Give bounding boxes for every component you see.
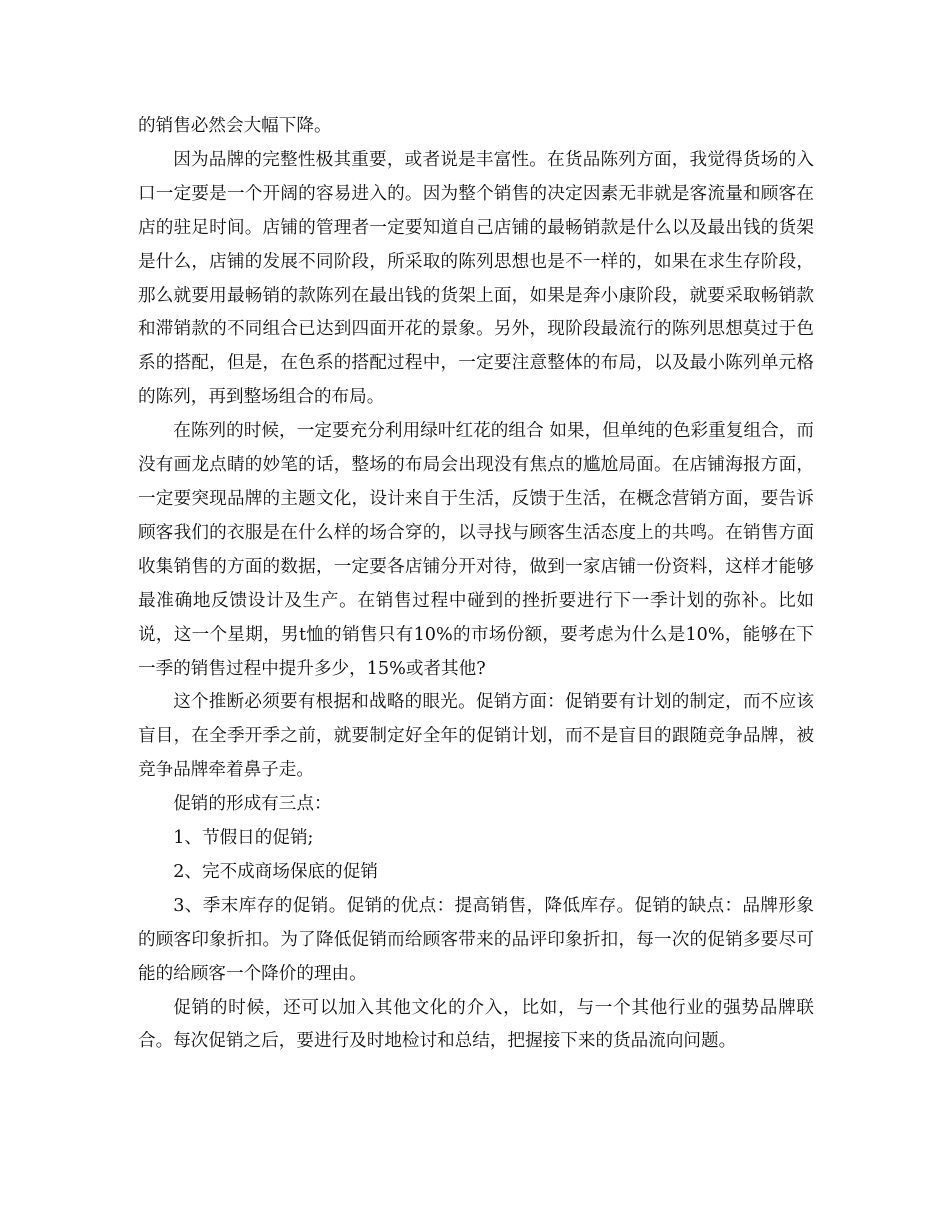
list-item-holiday-promotion: 1、节假日的促销; — [173, 828, 314, 849]
paragraph-promotion-planning: 这个推断必须要有根据和战略的眼光。促销方面：促销要有计划的制定，而不应该盲目，在全季开季之前，就要制定好全年的促销计划，而不是盲目的跟随竞争品牌，被竞争品牌牵着鼻子走。 — [138, 692, 814, 781]
paragraph-continuation: 的销售必然会大幅下降。 — [138, 116, 332, 136]
paragraph-display-and-sales-data: 在陈列的时候，一定要充分利用绿叶红花的组合 如果，但单纯的色彩重复组合，而没有画龙点睛的妙笔的话，整场的布局会出现没有焦点的尴尬局面。在店铺海报方面，一定要突现品牌的主题文化，设计来自于生活，反馈于生活，在概念营销方面，要告诉顾客我们的衣服是在什么样的场合穿的，以寻找与顾客生活态度上的共鸣。在销售方面收集销售的方面的数据，一定要各店铺分开对待，做到一家店铺一份资料，这样才能够最准确地反馈设计及生产。在销售过程中碰到的挫折要进行下一季计划的弥补。比如说，这一个星期，男t恤的销售只有10%的市场份额，要考虑为什么是10%，能够在下一季的销售过程中提升多少，15%或者其他? — [138, 421, 814, 679]
paragraph-display-layout: 因为品牌的完整性极其重要，或者说是丰富性。在货品陈列方面，我觉得货场的入口一定要是一个开阔的容易进入的。因为整个销售的决定因素无非就是客流量和顾客在店的驻足时间。店铺的管理者一定要知道自己店铺的最畅销款是什么以及最出钱的货架是什么，店铺的发展不同阶段，所采取的陈列思想也是不一样的，如果在求生存阶段，那么就要用最畅销的款陈列在最出钱的货架上面，如果是奔小康阶段，就要采取畅销款和滞销款的不同组合已达到四面开花的景象。另外，现阶段最流行的陈列思想莫过于色系的搭配，但是，在色系的搭配过程中，一定要注意整体的布局，以及最小陈列单元格的陈列，再到整场组合的布局。 — [138, 149, 814, 408]
list-item-season-end-promotion: 3、季末库存的促销。促销的优点：提高销售，降低库存。促销的缺点：品牌形象的顾客印象折扣。为了降低促销而给顾客带来的品评印象折扣，每一次的促销多要尽可能的给顾客一个降价的理由。 — [138, 895, 814, 984]
paragraph-promotion-types-heading: 促销的形成有三点： — [173, 794, 332, 815]
paragraph-promotion-review: 促销的时候，还可以加入其他文化的介入，比如，与一个其他行业的强势品牌联合。每次促销之后，要进行及时地检讨和总结，把握接下来的货品流向问题。 — [138, 997, 814, 1052]
list-item-mall-minimum-promotion: 2、完不成商场保底的促销 — [173, 861, 378, 882]
document-page — [138, 110, 814, 1059]
